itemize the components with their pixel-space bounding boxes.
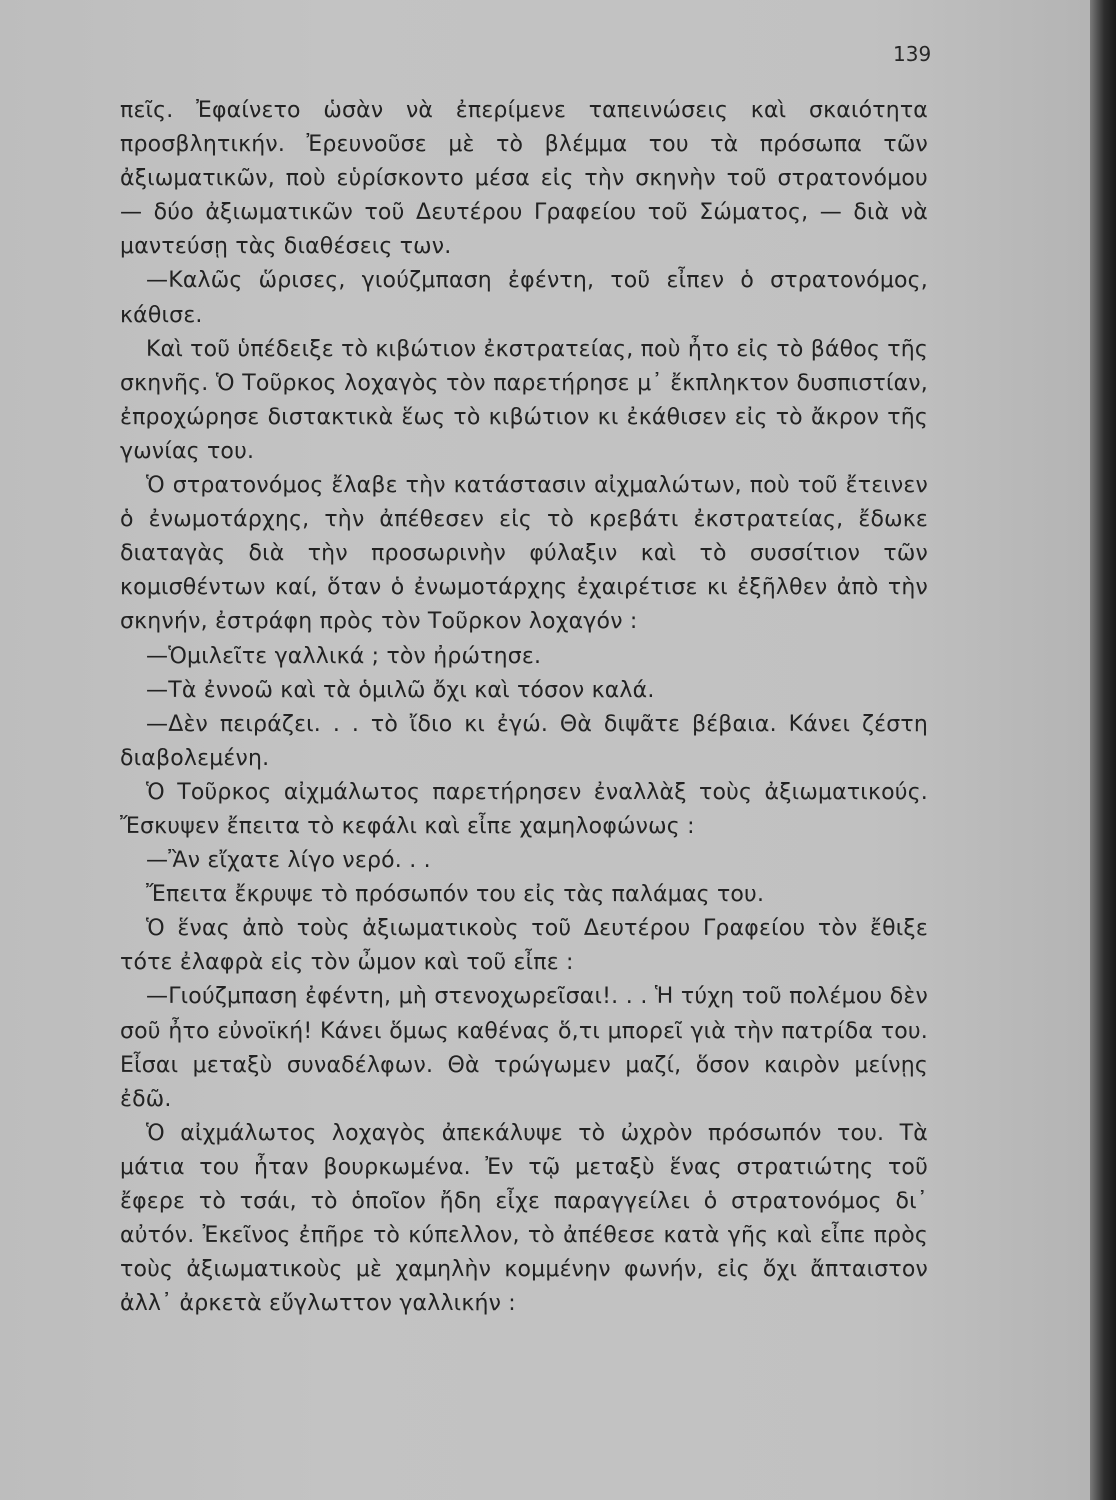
paragraph-10: Ἔπειτα ἔκρυψε τὸ πρόσωπόν του εἰς τὰς παλάμας του. [146,882,765,908]
paragraph-12: —Γιούζμπαση ἐφέντη, μὴ στενοχωρεῖσαι!. . . Ἡ τύχη τοῦ πολέμου δὲν σοῦ ἦτο εὐνοϊκή! Κάνει ὅμως καθένας ὅ,τι μπορεῖ γιὰ τὴν πατρίδα του. Εἶσαι μεταξὺ συναδέλφων. Θὰ τρώγωμεν μαζί, ὅσον καιρὸν μείνῃς ἐδῶ. [120,984,928,1112]
paragraph-1: πεῖς. Ἐφαίνετο ὡσὰν νὰ ἐπερίμενε ταπεινώσεις καὶ σκαιότητα προσβλητικήν. Ἐρευνοῦσε μὲ τὸ βλέμμα του τὰ πρόσωπα τῶν ἀξιωματικῶν, ποὺ εὑρίσκοντο μέσα εἰς τὴν σκηνὴν τοῦ στρατονόμου — δύο ἀξιωματικῶν τοῦ Δευτέρου Γραφείου τοῦ Σώματος, — διὰ νὰ μαντεύσῃ τὰς διαθέσεις των. [120,98,928,260]
paragraph-6: —Τὰ ἐννοῶ καὶ τὰ ὁμιλῶ ὄχι καὶ τόσον καλά. [146,677,655,703]
paragraph-13: Ὁ αἰχμάλωτος λοχαγὸς ἀπεκάλυψε τὸ ὠχρὸν πρόσωπόν του. Τὰ μάτια του ἦταν βουρκωμένα. Ἐν τῷ μεταξὺ ἕνας στρατιώτης τοῦ ἔφερε τὸ τσάι, τὸ ὁποῖον ἤδη εἶχε παραγγείλει ὁ στρατονόμος δι᾿ αὐτόν. Ἐκεῖνος ἐπῆρε τὸ κύπελλον, τὸ ἀπέθεσε κατὰ γῆς καὶ εἶπε πρὸς τοὺς ἀξιωματικοὺς μὲ χαμηλὴν κομμένην φωνήν, εἰς ὄχι ἄπταιστον ἀλλ᾿ ἀρκετὰ εὔγλωττον γαλλικήν : [120,1120,928,1317]
paragraph-11: Ὁ ἕνας ἀπὸ τοὺς ἀξιωματικοὺς τοῦ Δευτέρου Γραφείου τὸν ἔθιξε τότε ἐλαφρὰ εἰς τὸν ὦμον καὶ τοῦ εἶπε : [120,916,928,976]
book-spine-shadow [1090,0,1116,1500]
paragraph-7: —Δὲν πειράζει. . . τὸ ἴδιο κι ἐγώ. Θὰ διψᾶτε βέβαια. Κάνει ζέστη διαβολεμένη. [120,711,928,771]
body-text [120,94,928,1321]
paragraph-5: —Ὁμιλεῖτε γαλλικά ; τὸν ἠρώτησε. [146,643,542,669]
paragraph-9: —Ἂν εἴχατε λίγο νερό. . . [146,848,431,874]
paragraph-2: —Καλῶς ὥρισες, γιούζμπαση ἐφέντη, τοῦ εἶπεν ὁ στρατονόμος, κάθισε. [120,268,928,328]
paragraph-8: Ὁ Τοῦρκος αἰχμάλωτος παρετήρησεν ἐναλλὰξ τοὺς ἀξιωματικούς. Ἔσκυψεν ἔπειτα τὸ κεφάλι καὶ εἶπε χαμηλοφώνως : [120,779,928,839]
paragraph-4: Ὁ στρατονόμος ἔλαβε τὴν κατάστασιν αἰχμαλώτων, ποὺ τοῦ ἔτεινεν ὁ ἐνωμοτάρχης, τὴν ἀπέθεσεν εἰς τὸ κρεβάτι ἐκστρατείας, ἔδωκε διαταγὰς διὰ τὴν προσωρινὴν φύλαξιν καὶ τὸ συσσίτιον τῶν κομισθέντων καί, ὅταν ὁ ἐνωμοτάρχης ἐχαιρέτισε κι ἐξῆλθεν ἀπὸ τὴν σκηνήν, ἐστράφη πρὸς τὸν Τοῦρκον λοχαγόν : [120,473,928,635]
page-number: 139 [893,42,932,66]
paragraph-3: Καὶ τοῦ ὑπέδειξε τὸ κιβώτιον ἐκστρατείας, ποὺ ἦτο εἰς τὸ βάθος τῆς σκηνῆς. Ὁ Τοῦρκος λοχαγὸς τὸν παρετήρησε μ᾿ ἔκπληκτον δυσπιστίαν, ἐπροχώρησε διστακτικὰ ἕως τὸ κιβώτιον κι ἐκάθισεν εἰς τὸ ἄκρον τῆς γωνίας του. [120,336,928,464]
